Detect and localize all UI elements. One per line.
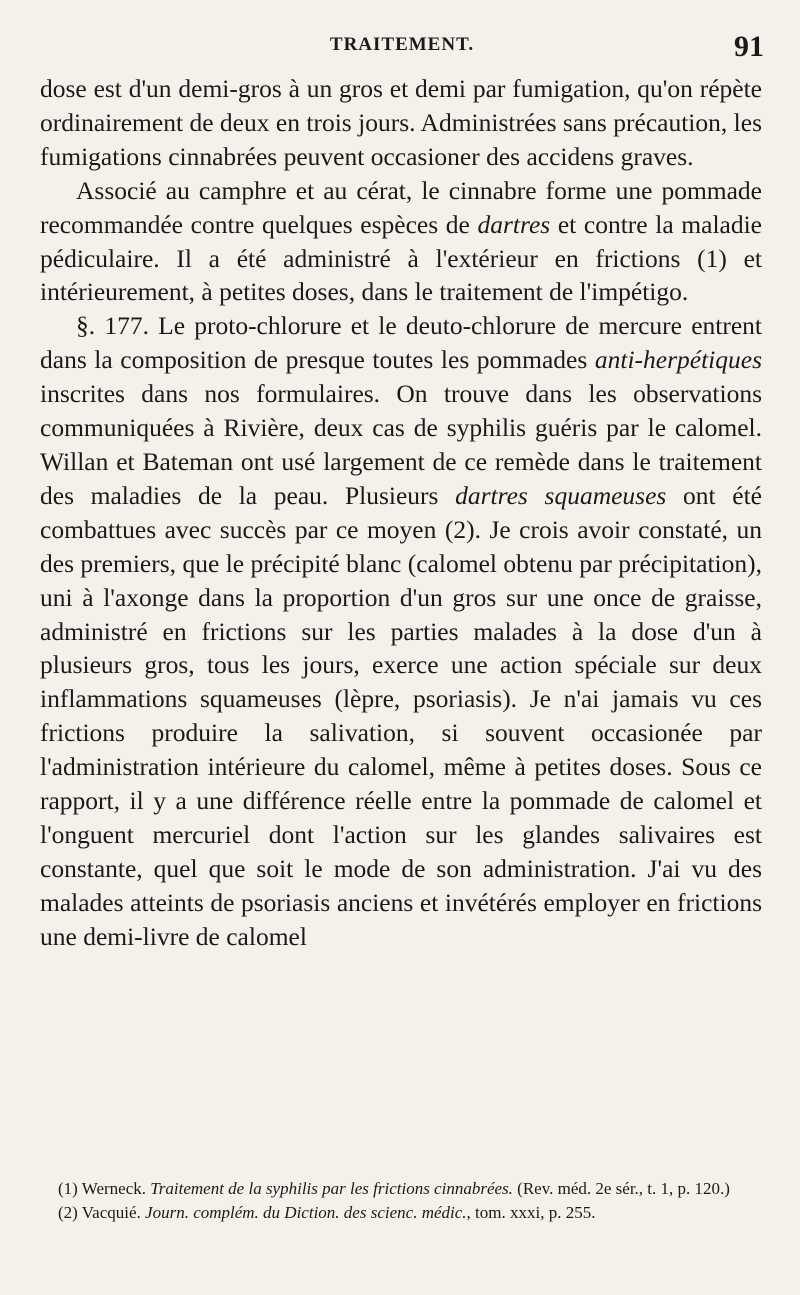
page-number: 91 bbox=[734, 30, 764, 63]
paragraph-continuation bbox=[40, 72, 762, 174]
running-title: TRAITEMENT. bbox=[329, 34, 475, 55]
footnote-1-title: Traitement de la syphilis par les frictions cinnabrées. bbox=[150, 1179, 513, 1198]
footnote-1-text-b: (Rev. méd. 2e sér., t. 1, p. 120.) bbox=[512, 1179, 730, 1198]
footnote-1-text-a: (1) Werneck. bbox=[58, 1179, 151, 1198]
footnotes bbox=[40, 1177, 762, 1225]
paragraph-3-emphasis-1: anti-herpétiques bbox=[594, 345, 762, 375]
paragraph-3-text-b: inscrites dans nos formulaires. On trouve dans les observations communiquées à Rivière, deux cas de syphilis guéris par le calomel. Willan et Bateman ont usé largement de ce remède dans le traitement des maladies de la peau. Plusieurs bbox=[40, 379, 762, 510]
footnote-1 bbox=[40, 1177, 762, 1201]
paragraph-3-emphasis-2: dartres squameuses bbox=[455, 480, 667, 510]
paragraph-3-text-c: ont été combattues avec succès par ce moyen (2). Je crois avoir constaté, un des premiers, que le précipité blanc (calomel obtenu par précipitation), uni à l'axonge dans la proportion d'un gros sur une once de graisse, administré en frictions sur les parties malades à la dose d'un à plusieurs gros, tous les jours, exerce une action spéciale sur deux inflammations squameuses (lèpre, psoriasis). Je n'ai jamais vu ces frictions produire la salivation, si souvent occasionée par l'administration intérieure du calomel, même à petites doses. Sous ce rapport, il y a une différence réelle entre la pommade de calomel et l'onguent mercuriel dont l'action sur les glandes salivaires est constante, quel que soit le mode de son administration. J'ai vu des malades atteints de psoriasis anciens et invétérés employer en frictions une demi-livre de calomel bbox=[40, 480, 762, 951]
footnote-2-title: Journ. complém. du Diction. des scienc. médic. bbox=[145, 1203, 467, 1222]
paragraph-3-text-a: §. 177. Le proto-chlorure et le deuto-chlorure de mercure entrent dans la composition de presque toutes les pommades bbox=[40, 311, 762, 375]
footnote-2-text-b: , tom. xxxi, p. 255. bbox=[466, 1203, 596, 1222]
footnote-2-text-a: (2) Vacquié. bbox=[58, 1203, 146, 1222]
paragraph-2-text-b: et contre la maladie pédiculaire. Il a été administré à l'extérieur en frictions (1) et intérieurement, à petites doses, dans le traitement de l'impétigo. bbox=[40, 209, 762, 307]
paragraph-2-text-a: Associé au camphre et au cérat, le cinnabre forme une pommade recommandée contre quelques espèces de bbox=[40, 175, 762, 239]
main-text bbox=[40, 72, 762, 954]
page-header bbox=[40, 30, 764, 74]
footnote-2 bbox=[40, 1201, 762, 1225]
paragraph-camphre bbox=[40, 174, 762, 310]
paragraph-1-text: dose est d'un demi-gros à un gros et demi par fumigation, qu'on répète ordinairement de deux en trois jours. Administrées sans précaution, les fumigations cinnabrées peuvent occasioner des accidens graves. bbox=[40, 74, 762, 171]
paragraph-section-177 bbox=[40, 309, 762, 953]
paragraph-2-emphasis: dartres bbox=[477, 209, 551, 239]
